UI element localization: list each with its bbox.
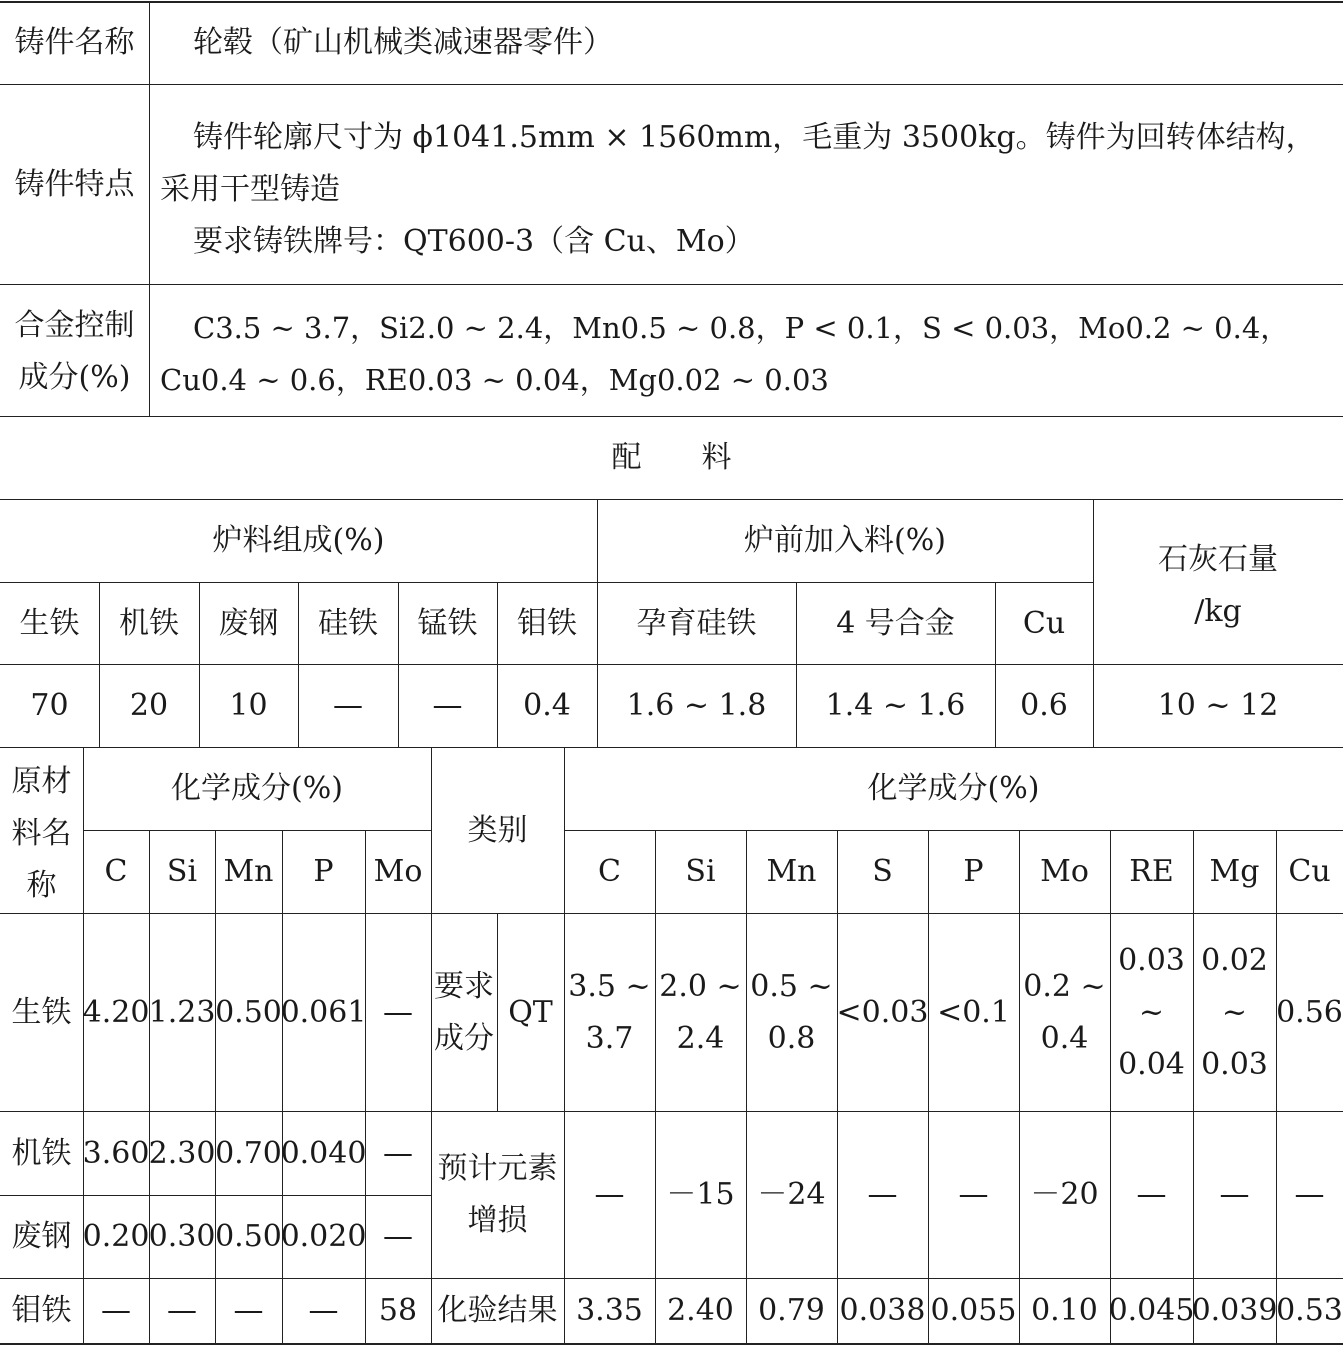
raw-row-name: 生铁 — [11, 994, 72, 1030]
furnace-col-scrap-steel: 废钢 — [218, 605, 279, 641]
ladle-col-cu: Cu — [1022, 605, 1066, 641]
required-value-mg — [1193, 914, 1276, 1111]
raw-row-value: 0.30 — [148, 1219, 216, 1254]
charge-section-title: 配 料 — [611, 440, 732, 475]
required-value-line: ~ — [1221, 994, 1248, 1030]
result-col-mo: Mo — [1040, 854, 1089, 889]
raw-row-value: 1.23 — [148, 994, 216, 1030]
raw-row-value: 0.50 — [215, 994, 282, 1030]
test-value-s: 0.038 — [839, 1293, 926, 1328]
furnace-col-ferromanganese: 锰铁 — [417, 605, 478, 641]
raw-col-mn: Mn — [223, 854, 274, 889]
furnace-value-ferromanganese: — — [432, 688, 463, 723]
furnace-charge-header: 炉料组成(%) — [212, 523, 385, 558]
raw-row-value: — — [101, 1293, 131, 1328]
raw-row-value: 0.70 — [215, 1135, 282, 1171]
casting-features-line-3: 要求铸铁牌号：QT600-3（含 Cu、Mo） — [193, 224, 755, 259]
casting-features-label: 铸件特点 — [14, 166, 135, 202]
raw-col-c: C — [104, 854, 128, 889]
alloy-control-label-line-2: 成分(%) — [18, 360, 131, 395]
loss-value-mn: －24 — [757, 1177, 826, 1212]
result-col-s: S — [872, 854, 893, 889]
required-value-line: ~ — [1138, 994, 1165, 1030]
alloy-control-line-1: C3.5 ~ 3.7，Si2.0 ~ 2.4，Mn0.5 ~ 0.8，P < 0.1，S < 0.03，Mo0.2 ~ 0.4， — [193, 311, 1290, 345]
ladle-col-inoculant: 孕育硅铁 — [636, 605, 757, 641]
raw-col-p: P — [313, 854, 334, 889]
raw-material-name-header-line-1: 原材 — [11, 764, 72, 799]
raw-col-si: Si — [166, 854, 198, 889]
furnace-col-ferrosilicon: 硅铁 — [318, 605, 378, 641]
required-value-line: 0.2 ~ — [1023, 968, 1106, 1004]
required-value-s: <0.03 — [836, 994, 929, 1030]
raw-row-value: 0.50 — [215, 1219, 282, 1254]
test-value-mg: 0.039 — [1191, 1293, 1278, 1328]
raw-row-value: — — [167, 1293, 197, 1328]
ladle-addition-header: 炉前加入料(%) — [744, 523, 946, 558]
raw-row-value: 3.60 — [82, 1135, 150, 1171]
limestone-value: 10 ~ 12 — [1157, 688, 1279, 723]
casting-features-line-1: 铸件轮廓尺寸为 ϕ1041.5mm × 1560mm，毛重为 3500kg。铸件为回转体结构， — [193, 120, 1316, 155]
raw-row-value: — — [308, 1293, 339, 1328]
required-label-cell — [431, 914, 497, 1111]
result-col-c: C — [598, 854, 621, 889]
loss-value-mg: — — [1219, 1177, 1250, 1212]
raw-row-value: — — [383, 1135, 413, 1171]
result-col-re: RE — [1129, 854, 1174, 889]
test-value-p: 0.055 — [930, 1293, 1017, 1328]
result-chem-header: 化学成分(%) — [867, 771, 1040, 806]
raw-row-value: 0.020 — [280, 1219, 367, 1254]
required-value-line: 2.4 — [676, 1020, 725, 1056]
furnace-value-ferrosilicon: — — [333, 688, 363, 723]
test-value-c: 3.35 — [576, 1293, 643, 1328]
raw-chem-header: 化学成分(%) — [171, 771, 343, 806]
furnace-value-machine-iron: 20 — [129, 688, 169, 723]
ladle-value-cu: 0.6 — [1020, 688, 1068, 723]
alloy-control-label — [0, 300, 149, 404]
required-value-cu: 0.56 — [1276, 994, 1343, 1030]
required-value-line: 0.02 — [1201, 942, 1268, 978]
raw-col-mo: Mo — [373, 854, 423, 889]
casting-features-line-2: 采用干型铸造 — [160, 172, 340, 207]
loss-value-c: — — [594, 1177, 625, 1212]
required-value-c — [564, 914, 655, 1111]
required-grade: QT — [508, 994, 553, 1030]
raw-row-value: — — [383, 994, 413, 1030]
ladle-value-alloy-4: 1.4 ~ 1.6 — [825, 688, 966, 723]
raw-row-value: 58 — [378, 1293, 418, 1328]
furnace-value-ferromolybdenum: 0.4 — [523, 688, 571, 723]
furnace-col-pig-iron: 生铁 — [19, 605, 80, 641]
required-value-re — [1110, 914, 1193, 1111]
result-col-cu: Cu — [1288, 854, 1331, 889]
required-value-line: 0.4 — [1040, 1020, 1089, 1056]
required-value-line: 3.7 — [585, 1020, 634, 1056]
furnace-col-machine-iron: 机铁 — [119, 605, 179, 641]
limestone-header-line-2: /kg — [1194, 594, 1242, 629]
required-label-line-2: 成分 — [434, 1020, 494, 1056]
raw-row-name: 机铁 — [11, 1135, 72, 1171]
raw-row-value: — — [233, 1293, 264, 1328]
loss-value-mo: －20 — [1030, 1177, 1099, 1212]
result-col-p: P — [963, 854, 984, 889]
required-value-mo — [1019, 914, 1110, 1111]
raw-material-name-header-line-2: 料名 — [11, 816, 72, 851]
limestone-header — [1093, 534, 1343, 638]
result-col-si: Si — [685, 854, 716, 889]
raw-row-value: 2.30 — [148, 1135, 216, 1171]
casting-name-label: 铸件名称 — [14, 24, 135, 60]
category-header: 类别 — [467, 812, 528, 848]
required-label-line-1: 要求 — [434, 968, 494, 1004]
raw-row-name: 钼铁 — [11, 1293, 72, 1328]
raw-material-name-header-line-3: 称 — [26, 868, 57, 903]
furnace-value-scrap-steel: 10 — [229, 688, 268, 723]
loss-value-re: — — [1136, 1177, 1167, 1212]
required-value-line: 0.5 ~ — [750, 968, 833, 1004]
limestone-header-line-1: 石灰石量 — [1158, 542, 1278, 577]
loss-value-cu: — — [1294, 1177, 1325, 1212]
loss-value-si: －15 — [666, 1177, 735, 1212]
casting-name-value: 轮毂（矿山机械类减速器零件） — [193, 24, 613, 60]
required-value-line: 0.03 — [1201, 1046, 1268, 1082]
required-value-si — [655, 914, 746, 1111]
required-value-line: 0.8 — [767, 1020, 816, 1056]
ladle-value-inoculant: 1.6 ~ 1.8 — [626, 688, 767, 723]
loss-label-cell — [431, 1112, 564, 1278]
ladle-col-alloy-4: 4 号合金 — [836, 605, 955, 641]
result-col-mg: Mg — [1209, 854, 1260, 889]
raw-row-value: 0.061 — [280, 994, 367, 1030]
test-value-re: 0.045 — [1108, 1293, 1195, 1328]
required-value-line: 0.03 — [1118, 942, 1185, 978]
test-value-mn: 0.79 — [758, 1293, 825, 1328]
raw-row-value: 0.040 — [280, 1135, 367, 1171]
test-value-mo: 0.10 — [1031, 1293, 1098, 1328]
loss-label-line-2: 增损 — [467, 1203, 528, 1238]
result-col-mn: Mn — [766, 854, 817, 889]
required-value-line: 2.0 ~ — [659, 968, 742, 1004]
alloy-control-line-2: Cu0.4 ~ 0.6，RE0.03 ~ 0.04，Mg0.02 ~ 0.03 — [160, 363, 829, 397]
raw-row-value: 0.20 — [82, 1219, 150, 1254]
raw-row-name: 废钢 — [11, 1219, 72, 1254]
loss-value-s: — — [867, 1177, 898, 1212]
raw-row-value: 4.20 — [82, 994, 150, 1030]
raw-material-name-header — [0, 756, 83, 912]
required-value-line: 3.5 ~ — [568, 968, 651, 1004]
loss-value-p: — — [958, 1177, 989, 1212]
alloy-control-label-line-1: 合金控制 — [14, 308, 135, 343]
furnace-value-pig-iron: 70 — [30, 688, 69, 723]
loss-label-line-1: 预计元素 — [437, 1151, 558, 1186]
test-value-si: 2.40 — [667, 1293, 734, 1328]
raw-row-value: — — [383, 1219, 413, 1254]
required-value-p: <0.1 — [937, 994, 1010, 1030]
required-value-mn — [746, 914, 837, 1111]
test-value-cu: 0.53 — [1276, 1293, 1343, 1328]
furnace-col-ferromolybdenum: 钼铁 — [517, 605, 577, 641]
required-value-line: 0.04 — [1118, 1046, 1185, 1082]
test-result-label: 化验结果 — [437, 1293, 558, 1328]
